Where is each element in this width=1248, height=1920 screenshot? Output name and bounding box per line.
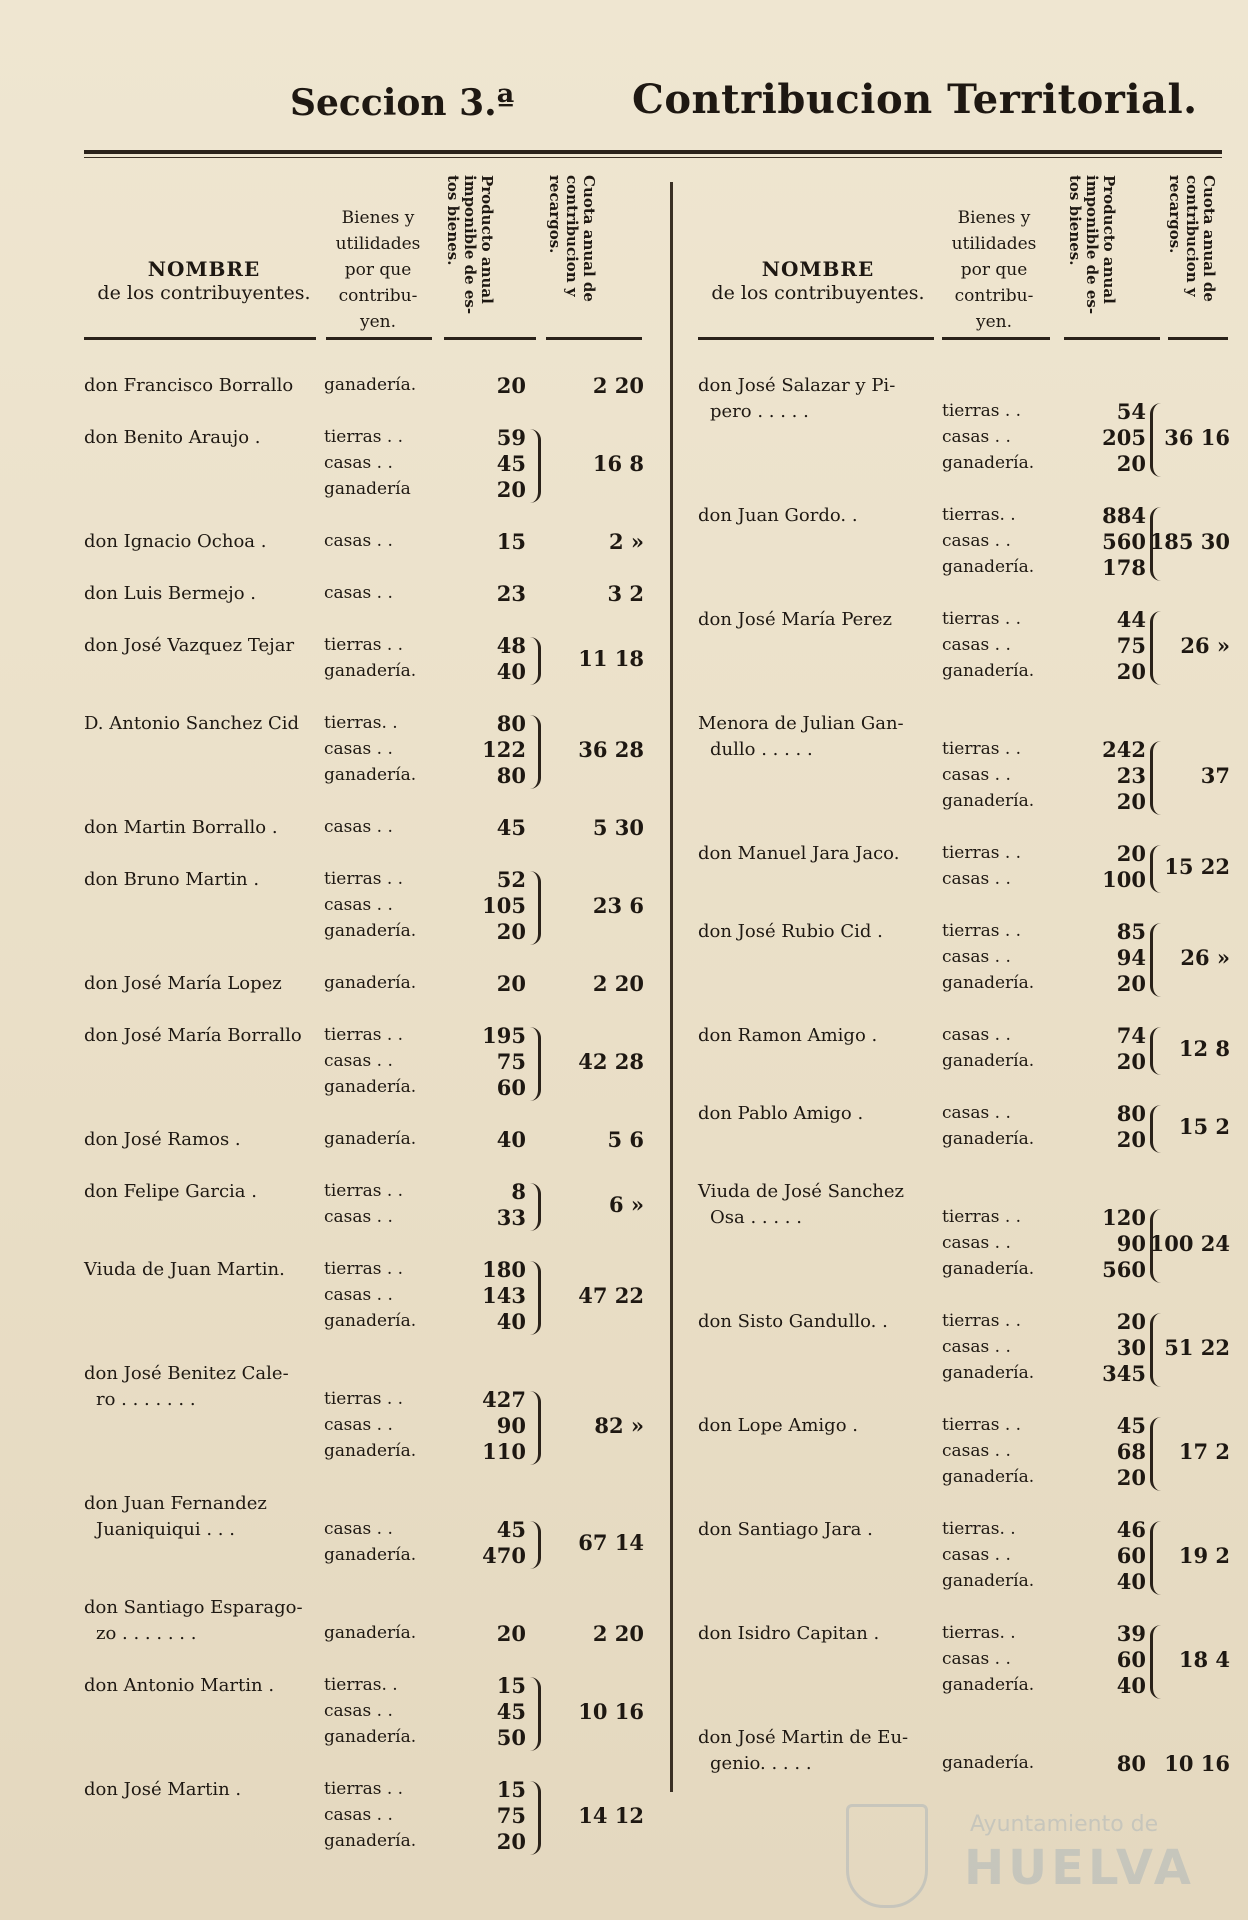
contributor-name: don Juan Gordo. .	[698, 505, 858, 526]
contributor-entry	[698, 1519, 1232, 1597]
grouping-brace	[530, 1521, 541, 1569]
property-type: casas . .	[324, 1051, 393, 1071]
property-type: ganadería.	[324, 1623, 417, 1643]
taxable-product-value: 20	[496, 919, 526, 944]
annual-quota: 26 »	[1180, 633, 1230, 658]
property-type: casas . .	[942, 765, 1011, 785]
taxable-product-value: 20	[1116, 1127, 1146, 1152]
annual-quota: 11 18	[578, 646, 644, 671]
taxable-product-value: 105	[482, 893, 526, 918]
property-type: casas . .	[324, 1701, 393, 1721]
property-type: tierras. .	[324, 713, 398, 733]
annual-quota: 36 16	[1164, 425, 1230, 450]
taxable-product-value: 345	[1102, 1361, 1146, 1386]
grouping-brace	[530, 637, 541, 685]
contributor-entry	[84, 531, 654, 557]
taxable-product-value: 20	[496, 971, 526, 996]
contributor-entry	[84, 869, 654, 947]
taxable-product-value: 52	[496, 867, 526, 892]
annual-quota: 15 22	[1164, 854, 1230, 879]
grouping-brace	[530, 715, 541, 789]
contributor-name: don José Martin .	[84, 1779, 242, 1800]
taxable-product-value: 59	[496, 425, 526, 450]
property-type: ganadería.	[324, 765, 417, 785]
contributor-entry	[84, 1597, 654, 1649]
property-type: tierras . .	[942, 609, 1022, 629]
property-type: ganadería.	[324, 1129, 417, 1149]
annual-quota: 185 30	[1149, 529, 1230, 554]
right-column-header	[698, 175, 1232, 340]
taxable-product-value: 60	[1116, 1543, 1146, 1568]
property-type: casas . .	[942, 1441, 1011, 1461]
header-nombre: NOMBRE de los contribuyentes.	[711, 257, 925, 304]
contributor-name: Viuda de José Sanchez	[698, 1181, 905, 1202]
header-cuota: Cuota anual de contribucion y recargos.	[546, 175, 598, 302]
archive-watermark: Ayuntamiento de HUELVA	[840, 1800, 1170, 1910]
contributor-name: Viuda de Juan Martin.	[84, 1259, 285, 1280]
annual-quota: 6 »	[608, 1192, 644, 1217]
taxable-product-value: 8	[511, 1179, 526, 1204]
taxable-product-value: 75	[1116, 633, 1146, 658]
contributor-name: don Benito Araujo .	[84, 427, 261, 448]
property-type: casas . .	[942, 1337, 1011, 1357]
property-type: ganadería.	[942, 661, 1035, 681]
property-type: casas . .	[942, 1025, 1011, 1045]
contributor-name: don Francisco Borrallo	[84, 375, 294, 396]
contributor-entry	[698, 609, 1232, 687]
header-producto: Producto anual imponible de es- tos bienes.	[1066, 175, 1118, 315]
coat-of-arms-icon	[846, 1804, 928, 1908]
annual-quota: 26 »	[1180, 945, 1230, 970]
contributor-name: Juaniquiqui . . .	[96, 1519, 235, 1540]
taxable-product-value: 15	[496, 529, 526, 554]
property-type: casas . .	[324, 1207, 393, 1227]
property-type: casas . .	[324, 531, 393, 551]
contributor-entry	[84, 713, 654, 791]
contributor-name: don Martin Borrallo .	[84, 817, 278, 838]
property-type: casas . .	[942, 947, 1011, 967]
property-type: tierras. .	[942, 1519, 1016, 1539]
grouping-brace	[530, 1183, 541, 1231]
taxable-product-value: 884	[1102, 503, 1146, 528]
annual-quota: 2 20	[592, 373, 644, 398]
property-type: casas . .	[942, 1649, 1011, 1669]
header-bienes: Bienes y utilidades por que contribu- yen.	[335, 208, 421, 332]
contributor-entry	[698, 843, 1232, 895]
property-type: casas . .	[942, 531, 1011, 551]
taxable-product-value: 560	[1102, 1257, 1146, 1282]
contributor-entry	[84, 1129, 654, 1155]
contributor-entry	[84, 427, 654, 505]
property-type: casas . .	[942, 1545, 1011, 1565]
contributor-name: dullo . . . . .	[710, 739, 813, 760]
taxable-product-value: 23	[1116, 763, 1146, 788]
grouping-brace	[530, 1261, 541, 1335]
annual-quota: 18 4	[1178, 1647, 1230, 1672]
taxable-product-value: 40	[1116, 1569, 1146, 1594]
taxable-product-value: 20	[1116, 1049, 1146, 1074]
taxable-product-value: 90	[496, 1413, 526, 1438]
contributor-name: don Isidro Capitan .	[698, 1623, 880, 1644]
taxable-product-value: 20	[496, 477, 526, 502]
header-rule	[84, 150, 1222, 154]
taxable-product-value: 20	[1116, 841, 1146, 866]
taxable-product-value: 80	[496, 711, 526, 736]
taxable-product-value: 15	[496, 1777, 526, 1802]
property-type: ganadería.	[942, 453, 1035, 473]
taxable-product-value: 242	[1102, 737, 1146, 762]
property-type: tierras . .	[324, 427, 404, 447]
taxable-product-value: 470	[482, 1543, 526, 1568]
taxable-product-value: 20	[1116, 451, 1146, 476]
annual-quota: 2 20	[592, 971, 644, 996]
property-type: tierras . .	[942, 921, 1022, 941]
taxable-product-value: 48	[496, 633, 526, 658]
property-type: casas . .	[324, 583, 393, 603]
taxable-product-value: 20	[1116, 659, 1146, 684]
contributor-name: don Juan Fernandez	[84, 1493, 267, 1514]
taxable-product-value: 40	[496, 1309, 526, 1334]
property-type: ganadería.	[324, 1077, 417, 1097]
annual-quota: 5 6	[607, 1127, 644, 1152]
property-type: ganadería.	[324, 375, 417, 395]
contributor-entry	[84, 1493, 654, 1571]
grouping-brace	[530, 1391, 541, 1465]
contributor-name: don José Salazar y Pi-	[698, 375, 896, 396]
property-type: ganadería.	[324, 973, 417, 993]
taxable-product-value: 180	[482, 1257, 526, 1282]
contributor-name: Menora de Julian Gan-	[698, 713, 904, 734]
header-bienes: Bienes y utilidades por que contribu- yen.	[951, 208, 1037, 332]
contributor-entry	[84, 1363, 654, 1467]
property-type: ganadería.	[324, 921, 417, 941]
taxable-product-value: 178	[1102, 555, 1146, 580]
taxable-product-value: 50	[496, 1725, 526, 1750]
property-type: tierras . .	[942, 739, 1022, 759]
property-type: tierras . .	[942, 1207, 1022, 1227]
property-type: ganadería	[324, 479, 411, 499]
taxable-product-value: 45	[496, 1517, 526, 1542]
property-type: casas . .	[942, 427, 1011, 447]
grouping-brace	[530, 1677, 541, 1751]
property-type: ganadería.	[324, 661, 417, 681]
taxable-product-value: 23	[496, 581, 526, 606]
property-type: tierras . .	[324, 1259, 404, 1279]
property-type: ganadería.	[942, 1467, 1035, 1487]
annual-quota: 3 2	[607, 581, 644, 606]
taxable-product-value: 33	[496, 1205, 526, 1230]
contributor-entry	[698, 1415, 1232, 1493]
taxable-product-value: 80	[496, 763, 526, 788]
property-type: casas . .	[324, 1285, 393, 1305]
taxable-product-value: 45	[496, 1699, 526, 1724]
contributor-entry	[84, 375, 654, 401]
taxable-product-value: 40	[1116, 1673, 1146, 1698]
contributor-name: don Pablo Amigo .	[698, 1103, 864, 1124]
annual-quota: 19 2	[1178, 1543, 1230, 1568]
property-type: casas . .	[942, 1103, 1011, 1123]
property-type: ganadería.	[324, 1311, 417, 1331]
property-type: ganadería.	[324, 1831, 417, 1851]
contributor-name: don Santiago Esparago-	[84, 1597, 303, 1618]
section-number: Seccion 3.ª	[290, 82, 515, 124]
taxable-product-value: 75	[496, 1803, 526, 1828]
property-type: tierras . .	[324, 1779, 404, 1799]
contributor-name: don Santiago Jara .	[698, 1519, 873, 1540]
taxable-product-value: 45	[1116, 1413, 1146, 1438]
property-type: casas . .	[324, 1415, 393, 1435]
property-type: tierras . .	[324, 1181, 404, 1201]
contributor-name: don José Vazquez Tejar	[84, 635, 295, 656]
taxable-product-value: 143	[482, 1283, 526, 1308]
taxable-product-value: 44	[1116, 607, 1146, 632]
property-type: ganadería.	[324, 1545, 417, 1565]
annual-quota: 23 6	[592, 893, 644, 918]
grouping-brace	[530, 1027, 541, 1101]
annual-quota: 10 16	[578, 1699, 644, 1724]
annual-quota: 42 28	[578, 1049, 644, 1074]
property-type: casas . .	[942, 635, 1011, 655]
contributor-name: Osa . . . . .	[710, 1207, 802, 1228]
taxable-product-value: 427	[482, 1387, 526, 1412]
property-type: tierras . .	[324, 635, 404, 655]
property-type: ganadería.	[942, 1129, 1035, 1149]
property-type: tierras . .	[942, 1311, 1022, 1331]
annual-quota: 36 28	[578, 737, 644, 762]
contributor-name: don José Rubio Cid .	[698, 921, 883, 942]
taxable-product-value: 60	[496, 1075, 526, 1100]
property-type: tierras . .	[942, 843, 1022, 863]
contributor-entry	[84, 635, 654, 687]
annual-quota: 37	[1200, 763, 1230, 788]
column-divider	[670, 182, 673, 1792]
contributor-name: don José María Lopez	[84, 973, 282, 994]
contributor-entry	[84, 1181, 654, 1233]
property-type: tierras . .	[942, 401, 1022, 421]
contributor-entry	[84, 973, 654, 999]
property-type: casas . .	[324, 453, 393, 473]
annual-quota: 5 30	[592, 815, 644, 840]
property-type: ganadería.	[942, 1259, 1035, 1279]
taxable-product-value: 100	[1102, 867, 1146, 892]
contributor-name: don Bruno Martin .	[84, 869, 260, 890]
taxable-product-value: 205	[1102, 425, 1146, 450]
taxable-product-value: 75	[496, 1049, 526, 1074]
taxable-product-value: 120	[1102, 1205, 1146, 1230]
annual-quota: 47 22	[578, 1283, 644, 1308]
grouping-brace	[530, 1781, 541, 1855]
right-column	[698, 175, 1232, 1776]
annual-quota: 67 14	[578, 1530, 644, 1555]
header-rule-thin	[84, 157, 1222, 158]
property-type: tierras . .	[324, 1025, 404, 1045]
taxable-product-value: 110	[482, 1439, 526, 1464]
contributor-name: D. Antonio Sanchez Cid	[84, 713, 300, 734]
grouping-brace	[530, 871, 541, 945]
property-type: casas . .	[324, 1519, 393, 1539]
property-type: tierras . .	[324, 1389, 404, 1409]
contributor-entry	[698, 1103, 1232, 1155]
contributor-name: don José María Perez	[698, 609, 893, 630]
property-type: ganadería.	[942, 791, 1035, 811]
property-type: ganadería.	[942, 1753, 1035, 1773]
taxable-product-value: 20	[496, 1829, 526, 1854]
annual-quota: 15 2	[1178, 1114, 1230, 1139]
property-type: tierras. .	[942, 1623, 1016, 1643]
property-type: casas . .	[942, 869, 1011, 889]
contributor-name: don José María Borrallo	[84, 1025, 302, 1046]
taxable-product-value: 68	[1116, 1439, 1146, 1464]
annual-quota: 12 8	[1178, 1036, 1230, 1061]
contributor-entry	[698, 505, 1232, 583]
property-type: ganadería.	[942, 1051, 1035, 1071]
property-type: tierras . .	[942, 1415, 1022, 1435]
annual-quota: 14 12	[578, 1803, 644, 1828]
property-type: ganadería.	[942, 1675, 1035, 1695]
property-type: tierras. .	[324, 1675, 398, 1695]
taxable-product-value: 74	[1116, 1023, 1146, 1048]
property-type: tierras . .	[324, 869, 404, 889]
taxable-product-value: 80	[1116, 1751, 1146, 1776]
contributor-entry	[698, 1311, 1232, 1389]
taxable-product-value: 20	[1116, 971, 1146, 996]
contributor-entry	[84, 1025, 654, 1103]
taxable-product-value: 40	[496, 659, 526, 684]
property-type: ganadería.	[942, 1571, 1035, 1591]
contributor-entry	[84, 1675, 654, 1753]
property-type: casas . .	[942, 1233, 1011, 1253]
taxable-product-value: 30	[1116, 1335, 1146, 1360]
taxable-product-value: 45	[496, 815, 526, 840]
property-type: ganadería.	[942, 973, 1035, 993]
taxable-product-value: 20	[1116, 1465, 1146, 1490]
contributor-name: don Sisto Gandullo. .	[698, 1311, 888, 1332]
contributor-name: genio. . . . .	[710, 1753, 812, 1774]
contributor-name: don Ramon Amigo .	[698, 1025, 878, 1046]
taxable-product-value: 15	[496, 1673, 526, 1698]
contributor-entry	[698, 1181, 1232, 1285]
taxable-product-value: 195	[482, 1023, 526, 1048]
page-heading	[0, 72, 1248, 132]
taxable-product-value: 122	[482, 737, 526, 762]
contributor-name: zo . . . . . . .	[96, 1623, 197, 1644]
taxable-product-value: 85	[1116, 919, 1146, 944]
property-type: casas . .	[324, 895, 393, 915]
taxable-product-value: 60	[1116, 1647, 1146, 1672]
taxable-product-value: 20	[496, 373, 526, 398]
contributor-name: don Luis Bermejo .	[84, 583, 257, 604]
taxable-product-value: 46	[1116, 1517, 1146, 1542]
taxable-product-value: 40	[496, 1127, 526, 1152]
property-type: ganadería.	[942, 1363, 1035, 1383]
contributor-entry	[698, 375, 1232, 479]
contributor-entry	[698, 1623, 1232, 1701]
property-type: casas . .	[324, 739, 393, 759]
contributor-name: don Manuel Jara Jaco.	[698, 843, 900, 864]
taxable-product-value: 90	[1116, 1231, 1146, 1256]
contributor-name: don Lope Amigo .	[698, 1415, 858, 1436]
property-type: casas . .	[324, 1805, 393, 1825]
page-title: Contribucion Territorial.	[632, 76, 1198, 123]
left-column-header	[84, 175, 654, 340]
taxable-product-value: 54	[1116, 399, 1146, 424]
contributor-name: don José Benitez Cale-	[84, 1363, 289, 1384]
property-type: ganadería.	[324, 1441, 417, 1461]
taxable-product-value: 20	[1116, 1309, 1146, 1334]
contributor-name: don Antonio Martin .	[84, 1675, 275, 1696]
contributor-name: don Felipe Garcia .	[84, 1181, 257, 1202]
property-type: ganadería.	[324, 1727, 417, 1747]
annual-quota: 100 24	[1149, 1231, 1230, 1256]
contributor-entry	[698, 1727, 1232, 1779]
contributor-entry	[84, 1259, 654, 1337]
annual-quota: 10 16	[1164, 1751, 1230, 1776]
annual-quota: 17 2	[1178, 1439, 1230, 1464]
taxable-product-value: 94	[1116, 945, 1146, 970]
contributor-entry	[698, 713, 1232, 817]
contributor-name: don José Ramos .	[84, 1129, 241, 1150]
annual-quota: 51 22	[1164, 1335, 1230, 1360]
annual-quota: 16 8	[592, 451, 644, 476]
contributor-entry	[84, 817, 654, 843]
taxable-product-value: 45	[496, 451, 526, 476]
contributor-name: don José Martin de Eu-	[698, 1727, 909, 1748]
taxable-product-value: 20	[496, 1621, 526, 1646]
annual-quota: 2 »	[608, 529, 644, 554]
annual-quota: 82 »	[594, 1413, 644, 1438]
contributor-entry	[84, 1779, 654, 1857]
taxable-product-value: 39	[1116, 1621, 1146, 1646]
contributor-entry	[84, 583, 654, 609]
header-producto: Producto anual imponible de es- tos bienes.	[444, 175, 496, 315]
left-column	[84, 175, 654, 1854]
property-type: tierras. .	[942, 505, 1016, 525]
contributor-entry	[698, 921, 1232, 999]
contributor-name: pero . . . . .	[710, 401, 809, 422]
header-nombre: NOMBRE de los contribuyentes.	[97, 257, 311, 304]
contributor-name: don Ignacio Ochoa .	[84, 531, 267, 552]
contributor-entry	[698, 1025, 1232, 1077]
grouping-brace	[530, 429, 541, 503]
header-cuota: Cuota anual de contribucion y recargos.	[1166, 175, 1218, 302]
taxable-product-value: 560	[1102, 529, 1146, 554]
contributor-name: ro . . . . . . .	[96, 1389, 196, 1410]
property-type: ganadería.	[942, 557, 1035, 577]
taxable-product-value: 20	[1116, 789, 1146, 814]
annual-quota: 2 20	[592, 1621, 644, 1646]
property-type: casas . .	[324, 817, 393, 837]
taxable-product-value: 80	[1116, 1101, 1146, 1126]
